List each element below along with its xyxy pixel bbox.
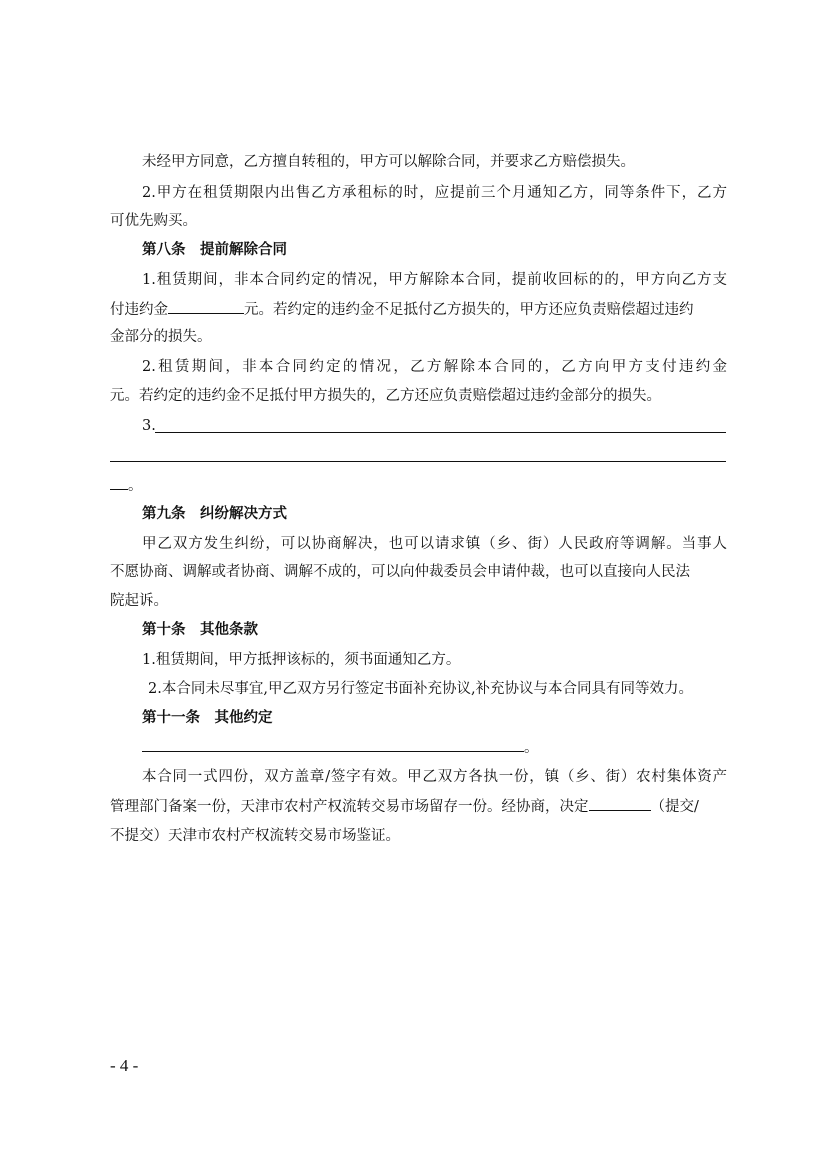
article11-para1-line2	[110, 796, 727, 817]
article8-para3-label-text: 3.	[142, 418, 156, 434]
article7-para1	[142, 152, 635, 172]
article7-para2-line1	[142, 183, 727, 203]
article8-para3-label	[142, 416, 156, 436]
article11-para1-text2-pre: 管理部门备案一份，天津市农村产权流转交易市场留存一份。经协商，决定	[110, 799, 589, 815]
submit-choice-blank[interactable]	[589, 796, 651, 811]
article11-para1-text3: 不提交）天津市农村产权流转交易市场鉴证。	[110, 828, 400, 844]
article8-para3-blank-line3[interactable]	[110, 475, 128, 490]
article8-para1-line3	[110, 327, 212, 347]
article9-para1-line1	[142, 534, 727, 554]
article7-para2-text2: 可优先购买。	[110, 213, 197, 229]
article9-para1-text1: 甲乙双方发生纠纷，可以协商解决，也可以请求镇（乡、街）人民政府等调解。当事人	[142, 536, 727, 552]
article10-para1	[142, 650, 460, 670]
article8-para3-end: 。	[128, 478, 143, 494]
article8-para3-blank-line1[interactable]	[155, 432, 726, 433]
article10-para2	[148, 679, 693, 699]
article7-para2-text1: 2.甲方在租赁期限内出售乙方承租标的时，应提前三个月通知乙方，同等条件下，乙方	[142, 185, 727, 201]
article9-para1-line2	[110, 562, 690, 582]
article9-para1-text3: 院起诉。	[110, 593, 168, 609]
article9-heading-text: 第九条 纠纷解决方式	[142, 505, 287, 522]
article11-heading	[142, 708, 273, 728]
article11-para1-text1: 本合同一式四份，双方盖章/签字有效。甲乙双方各执一份，镇（乡、街）农村集体资产	[142, 769, 727, 785]
article8-heading	[142, 240, 287, 260]
article7-para2-line2	[110, 211, 197, 231]
article8-para1-line2	[110, 299, 727, 320]
other-agreement-blank[interactable]	[142, 737, 524, 752]
article8-para1-text2-post: 元。若约定的违约金不足抵付乙方损失的，甲方还应负责赔偿超过违约	[244, 302, 694, 318]
article8-para1-text1: 1.租赁期间，非本合同约定的情况，甲方解除本合同，提前收回标的的，甲方向乙方支	[142, 272, 727, 288]
article9-para1-line3	[110, 591, 168, 611]
article8-para1-line1	[142, 270, 727, 290]
article11-para1-text2-post: （提交/	[650, 799, 699, 815]
article8-para2-text1: 2.租赁期间，非本合同约定的情况，乙方解除本合同的，乙方向甲方支付违约金	[142, 359, 727, 375]
article8-para2-line2	[110, 386, 661, 406]
article10-heading-text: 第十条 其他条款	[142, 621, 258, 638]
article11-blank-line	[142, 737, 539, 758]
article7-para1-text: 未经甲方同意，乙方擅自转租的，甲方可以解除合同，并要求乙方赔偿损失。	[142, 154, 635, 170]
article9-heading	[142, 504, 287, 524]
article10-heading	[142, 620, 258, 640]
article11-para1-line1	[142, 767, 727, 787]
page-number: - 4 -	[110, 1056, 139, 1075]
article10-para1-text: 1.租赁期间，甲方抵押该标的，须书面通知乙方。	[142, 652, 461, 668]
article8-para2-text2: 元。若约定的违约金不足抵付甲方损失的，乙方还应负责赔偿超过违约金部分的损失。	[110, 388, 661, 404]
article9-para1-text2: 不愿协商、调解或者协商、调解不成的，可以向仲裁委员会申请仲裁，也可以直接向人民法	[110, 564, 690, 580]
article11-heading-text: 第十一条 其他约定	[142, 709, 273, 726]
article11-para1-line3	[110, 826, 400, 846]
article8-para3-line3	[110, 475, 143, 496]
article11-blank-end: 。	[524, 740, 539, 756]
article8-para1-text3: 金部分的损失。	[110, 329, 212, 345]
article8-para2-line1	[142, 357, 727, 377]
article10-para2-text: 2.本合同未尽事宜,甲乙双方另行签定书面补充协议,补充协议与本合同具有同等效力。	[148, 681, 694, 697]
penalty-amount-blank[interactable]	[168, 299, 244, 314]
article8-para3-blank-line2[interactable]	[110, 461, 726, 462]
article8-heading-text: 第八条 提前解除合同	[142, 241, 287, 258]
article8-para1-text2-pre: 付违约金	[110, 302, 168, 318]
